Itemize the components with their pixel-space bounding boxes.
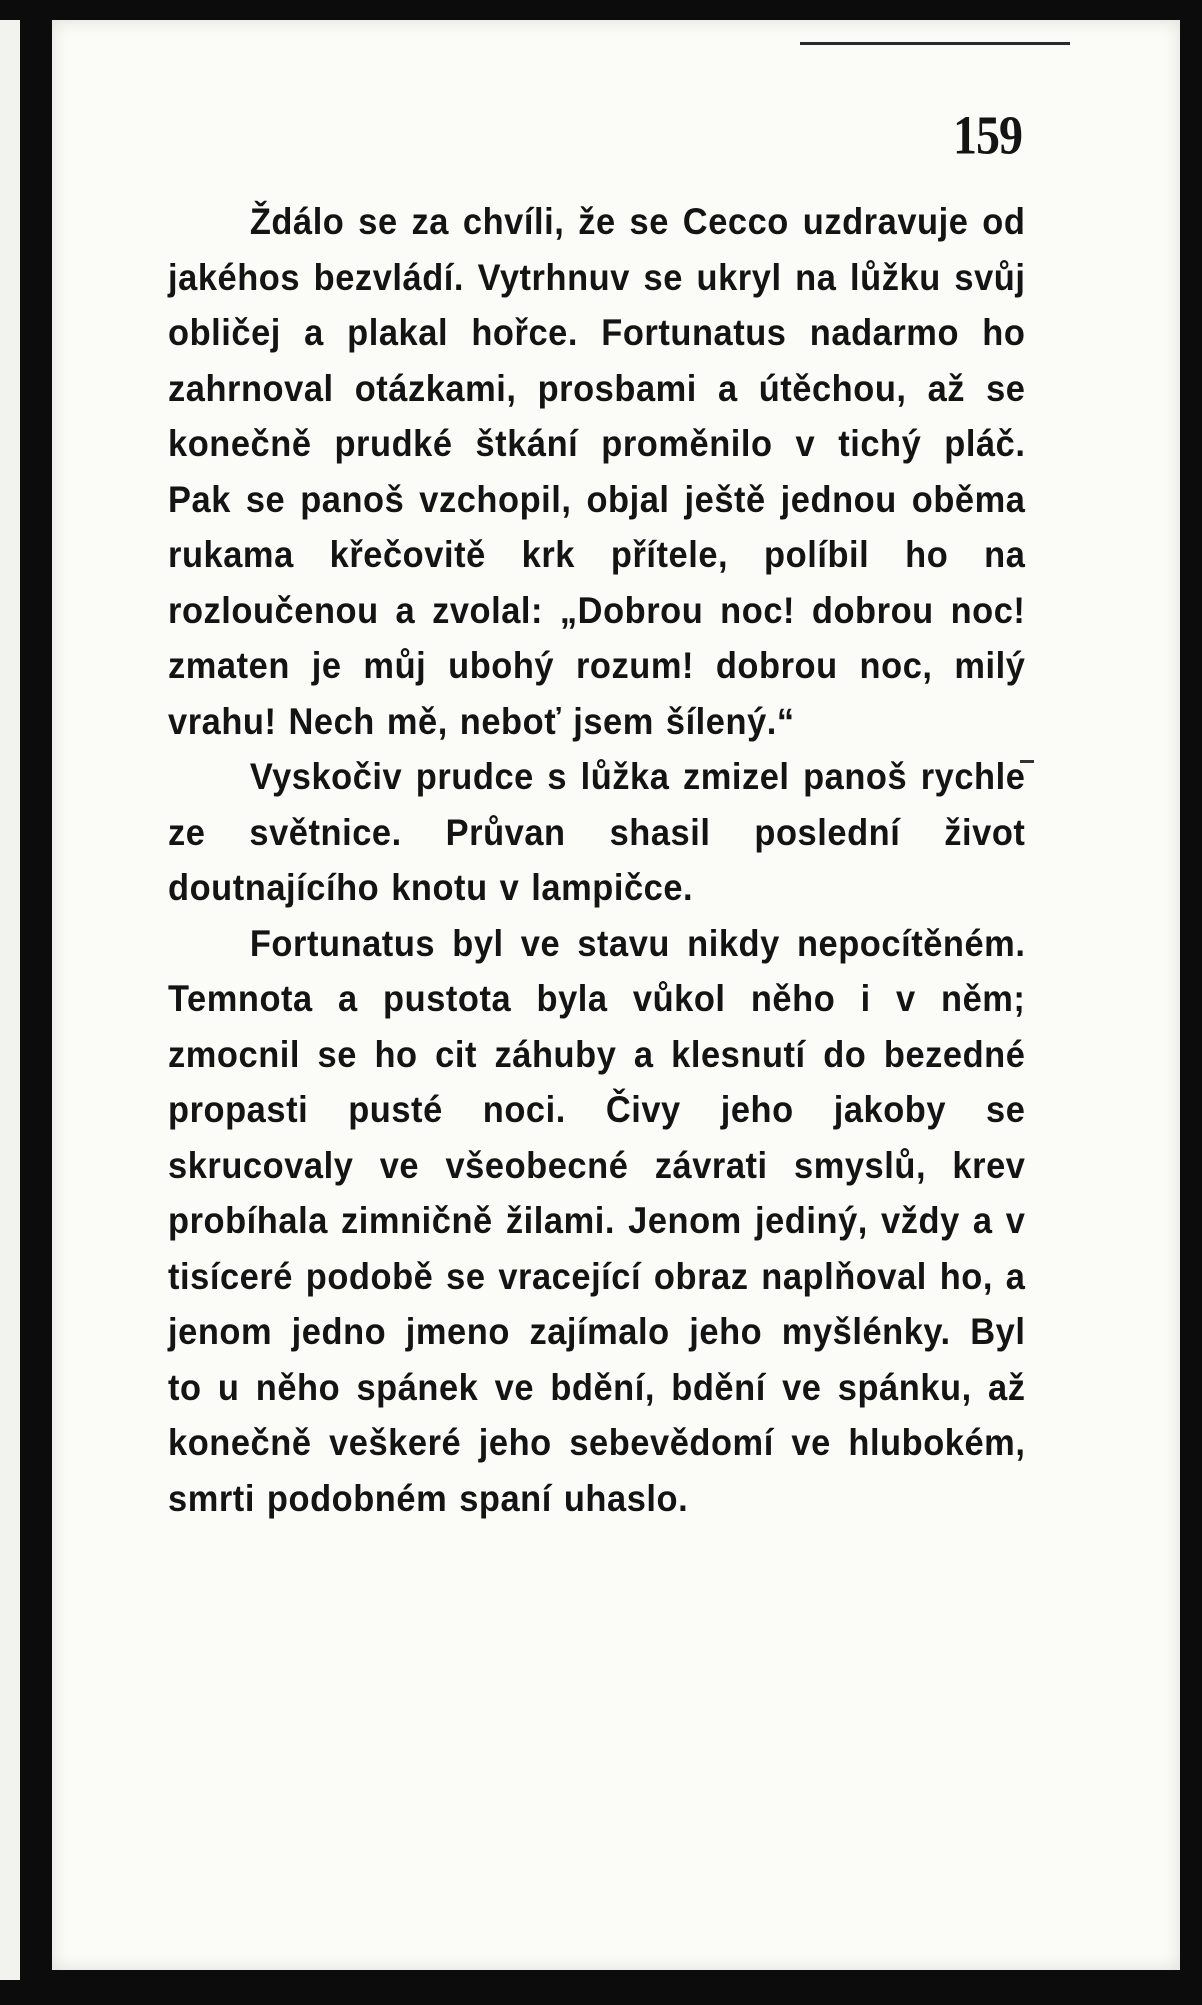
paragraph: Ždálo se za chvíli, že se Cecco uzdravuje od jakéhos bezvládí. Vytrhnuv se ukryl na lůžku svůj obličej a plakal hořce. Fortunatus nadarmo ho zahrnoval otázkami, prosbami a útěchou, až se konečně prudké štkání proměnilo v tichý pláč. Pak se panoš vzchopil, objal ještě jednou oběma rukama křečovitě krk přítele, políbil ho na rozloučenou a zvolal: „Dobrou noc! dobrou noc! zmaten je můj ubohý rozum! dobrou noc, milý vrahu! Nech mě, neboť jsem šílený.“	[168, 201, 1026, 742]
paragraph: Vyskočiv prudce s lůžka zmizel panoš rychle ze světnice. Průvan shasil poslední život doutnajícího knotu v lampičce.	[168, 756, 1026, 908]
book-page	[52, 20, 1180, 1970]
page-number: 159	[953, 105, 1022, 166]
paragraph: Fortunatus byl ve stavu nikdy nepocítěném. Temnota a pustota byla vůkol něho i v něm; zmocnil se ho cit záhuby a klesnutí do bezedné propasti pusté noci. Čivy jeho jakoby se skrucovaly ve všeobecné závrati smyslů, krev probíhala zimničně žilami. Jenom jediný, vždy a v tisíceré podobě se vracející obraz naplňoval ho, a jenom jedno jmeno zajímalo jeho myšlénky. Byl to u něho spánek ve bdění, bdění ve spánku, až konečně veškeré jeho sebevědomí ve hlubokém, smrti podobném spaní uhaslo.	[168, 922, 1026, 1519]
previous-page-edge	[0, 20, 36, 1980]
top-edge-mark	[800, 42, 1070, 45]
page-text	[168, 194, 1025, 1526]
